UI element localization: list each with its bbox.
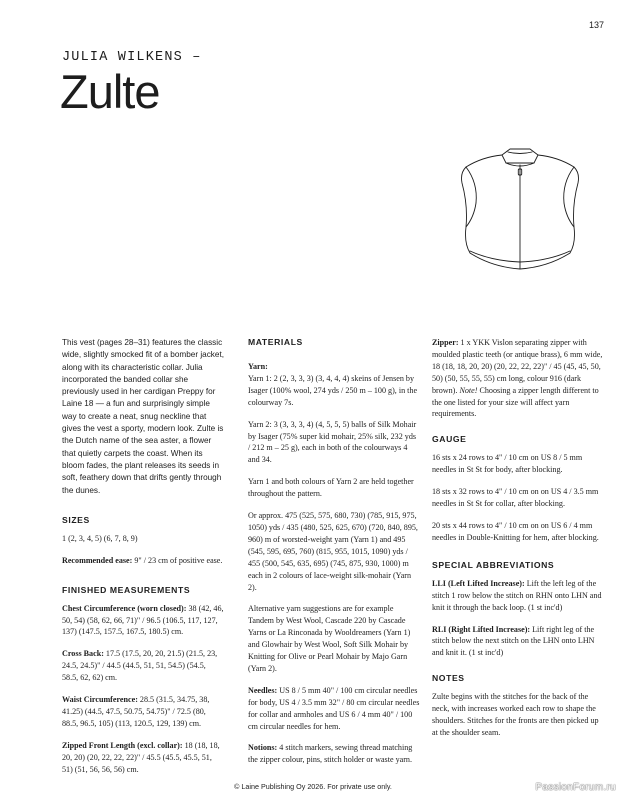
front-length-label: Zipped Front Length (excl. collar): bbox=[62, 740, 183, 750]
notions-value: 4 stitch markers, sewing thread matching the zipper colour, pins, stitch holder or waste yarn. bbox=[248, 743, 413, 765]
notions-text bbox=[248, 742, 420, 766]
yarn-held-text: Yarn 1 and both colours of Yarn 2 are held together throughout the pattern. bbox=[248, 477, 414, 499]
watermark: PassionForum.ru bbox=[535, 782, 616, 793]
cross-back-label: Cross Back: bbox=[62, 649, 104, 659]
yarn-1-text: Yarn 1: 2 (2, 3, 3, 3) (3, 4, 4, 4) skeins of Jensen by Isager (100% wool, 274 yds / 250 m – 100 g), in the colourway 7s. bbox=[248, 373, 418, 407]
waist-value: 28.5 (31.5, 34.75, 38, 41.25) (44.5, 47.5, 50.75, 54.75)" / 72.5 (80, 88.5, 96.5, 105) (113, 120.5, 129, 139) cm. bbox=[62, 695, 210, 728]
chest-value: 38 (42, 46, 50, 54) (58, 62, 66, 71)" / 96.5 (106.5, 117, 127, 137) (147.5, 157.5, 167.5, 180.5) cm. bbox=[62, 603, 224, 637]
zipper-text bbox=[432, 337, 604, 420]
zipper-note-text: Choosing a zipper length different to the one listed for your size will affect yarn requirements. bbox=[432, 385, 599, 419]
author-name: JULIA WILKENS – bbox=[62, 50, 202, 65]
cross-back-measurement bbox=[62, 648, 224, 684]
yarn-alternatives-text: Alternative yarn suggestions are for example Tandem by West Wool, Cascade 220 by Cascade Yarns or La Rinconada by Wooldreamers (Yarn 1) and Glowhair by West Wool, Soft Silk Mohair by Knitting for Olive or Pearl Mohair by Majo Garn (Yarn 2). bbox=[248, 604, 411, 673]
ease-text bbox=[62, 555, 224, 567]
yarn-approx-text: Or approx. 475 (525, 575, 680, 730) (785, 915, 975, 1050) yds / 435 (480, 525, 625, 670) (720, 840, 895, 960) m of worsted-weight yarn (Yarn 1) and 495 (545, 595, 695, 760) (815, 955, 1015, 1090) yds / 455 (500, 545, 635, 695) (745, 875, 930, 1000) m each in 2 colours of lace-weight silk-mohair (Yarn 2). bbox=[248, 511, 418, 592]
waist-label: Waist Circumference: bbox=[62, 695, 138, 705]
cross-back-value: 17.5 (17.5, 20, 20, 21.5) (21.5, 23, 24.5, 24.5)" / 44.5 (44.5, 51, 51, 54.5) (54.5, 58.5, 62, 62) cm. bbox=[62, 649, 218, 683]
finished-measurements-heading: FINISHED MEASUREMENTS bbox=[62, 584, 191, 595]
needles-text bbox=[248, 685, 420, 733]
gauge-collar: 18 sts x 32 rows to 4" / 10 cm on on US 4 / 3.5 mm needles in St St for collar, after blocking. bbox=[432, 487, 599, 509]
yarn-label: Yarn: bbox=[248, 362, 268, 371]
zipper-value: 1 x YKK Vislon separating zipper with moulded plastic teeth (or antique brass), 6 mm wide, 18 (18, 18, 20, 20) (20, 22, 22, 22)" / 45 (45, 45, 50, 50) (50, 55, 55, 55) cm long, colour 916 (dark brown). bbox=[432, 338, 603, 395]
gauge-heading: GAUGE bbox=[432, 434, 467, 445]
needles-label: Needles: bbox=[248, 685, 278, 695]
column-zipper-gauge bbox=[432, 337, 604, 749]
column-materials bbox=[248, 337, 420, 776]
notions-label: Notions: bbox=[248, 743, 278, 753]
vest-illustration bbox=[452, 143, 588, 275]
chest-label: Chest Circumference (worn closed): bbox=[62, 603, 187, 613]
rli-text: Lift right leg of the stitch below the next stitch on the LHN onto LHN and knit it. (1 st inc'd) bbox=[432, 624, 595, 658]
sizes-list: 1 (2, 3, 4, 5) (6, 7, 8, 9) bbox=[62, 533, 138, 543]
notes-heading: NOTES bbox=[432, 673, 465, 684]
lli-text: Lift the left leg of the stitch 1 row below the stitch on RHN onto LHN and knit it through the back loop. (1 st inc'd) bbox=[432, 578, 602, 612]
ease-label: Recommended ease: bbox=[62, 555, 133, 565]
front-length-value: 18 (18, 18, 20, 20) (20, 22, 22, 22)" / 45.5 (45.5, 45.5, 51, 51) (51, 56, 56, 56) cm. bbox=[62, 740, 220, 774]
sizes-heading: SIZES bbox=[62, 514, 90, 525]
rli-label: RLI (Right Lifted Increase): bbox=[432, 624, 531, 634]
ease-value: 9" / 23 cm of positive ease. bbox=[132, 555, 223, 565]
page-number: 137 bbox=[588, 20, 604, 30]
abbreviations-heading: SPECIAL ABBREVIATIONS bbox=[432, 559, 555, 570]
chest-measurement bbox=[62, 603, 224, 639]
abbreviation-rli bbox=[432, 624, 604, 660]
intro-text: This vest (pages 28–31) features the classic wide, slightly smocked fit of a bomber jacket, along with its characteristic collar. Julia incorporated the banded collar she previously used in her cardigan Preppy for Laine 18 — a fun and surprisingly simple way to create a neat, snug neckline that gives the vest a sporty, modern look. Zulte is the Dutch name of the sea aster, a flower that quietly carpets the coast. When its bloom fades, the plant releases its seeds in soft, feathery down that drifts gently through the dunes. bbox=[62, 338, 224, 495]
gauge-body: 16 sts x 24 rows to 4" / 10 cm on US 8 / 5 mm needles in St St for body, after blocking. bbox=[432, 453, 583, 475]
materials-heading: MATERIALS bbox=[248, 337, 303, 347]
abbreviation-lli bbox=[432, 578, 604, 614]
lli-label: LLI (Left Lifted Increase): bbox=[432, 578, 525, 588]
notes-text: Zulte begins with the stitches for the back of the neck, with increases worked each row to shape the shoulders. Stitches for the fronts are then picked up at the shoulder seam. bbox=[432, 692, 599, 737]
yarn-heading bbox=[248, 361, 420, 373]
waist-measurement bbox=[62, 694, 224, 730]
front-length-measurement bbox=[62, 740, 224, 776]
copyright-footer: © Laine Publishing Oy 2026. For private use only. bbox=[234, 782, 392, 791]
column-intro-sizes bbox=[62, 337, 224, 786]
pattern-title: Zulte bbox=[60, 65, 160, 118]
zipper-label: Zipper: bbox=[432, 338, 459, 347]
zipper-note-label: Note! bbox=[459, 385, 478, 395]
gauge-hem: 20 sts x 44 rows to 4" / 10 cm on on US 6 / 4 mm needles in Double-Knitting for hem, after blocking. bbox=[432, 520, 599, 542]
needles-value: US 8 / 5 mm 40" / 100 cm circular needles for body, US 4 / 3.5 mm 32" / 80 cm circular needles for collar and armholes and US 6 / 4 mm 40" / 100 cm circular needles for hem. bbox=[248, 685, 420, 731]
yarn-2-text: Yarn 2: 3 (3, 3, 3, 4) (4, 5, 5, 5) balls of Silk Mohair by Isager (75% super kid mohair, 25% silk, 232 yds / 212 m – 25 g), each in both of the colourways 4 and 34. bbox=[248, 419, 417, 465]
